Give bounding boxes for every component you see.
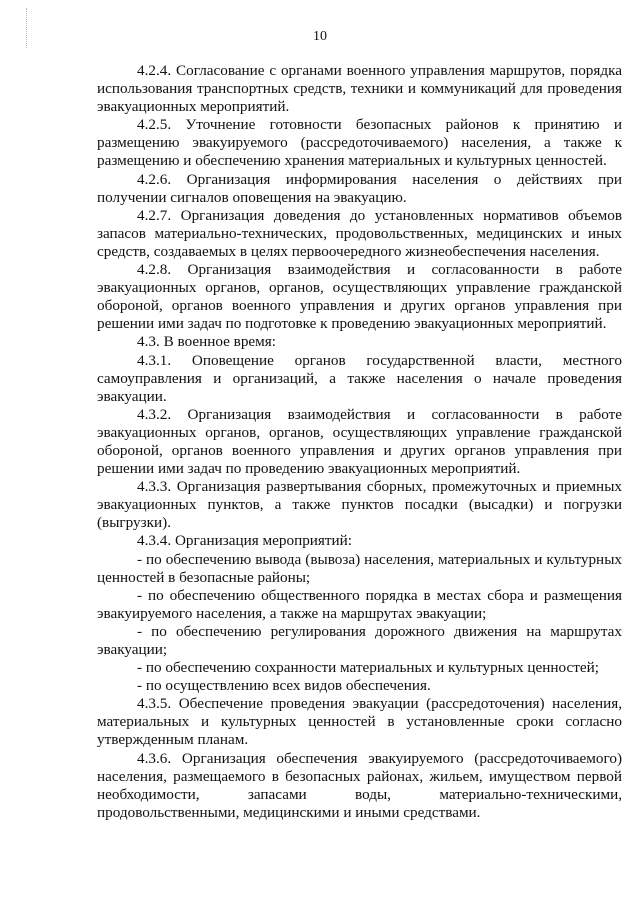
paragraph-4-3-5: 4.3.5. Обеспечение проведения эвакуации (рассредоточения) населения, материальных и культурных ценностей в установленные сроки согласно утвержденным планам. xyxy=(97,695,622,749)
list-item-traffic-regulation: - по обеспечению регулирования дорожного движения на маршрутах эвакуации; xyxy=(97,622,622,658)
paragraph-4-3-6: 4.3.6. Организация обеспечения эвакуируемого (рассредоточиваемого) населения, размещаемого в безопасных районах, жильем, имуществом первой необходимости, запасами воды, материально-техническими, продовольственными, медицинскими и иными средствами. xyxy=(97,749,622,821)
paragraph-4-3-2: 4.3.2. Организация взаимодействия и согласованности в работе эвакуационных органов, органов, осуществляющих управление гражданской обороной, органов военного управления и других органов управления при решении ими задач по проведению эвакуационных мероприятий. xyxy=(97,405,622,478)
list-item-property-safety: - по обеспечению сохранности материальных и культурных ценностей; xyxy=(137,659,599,677)
list-item-evacuation-transport: - по обеспечению вывода (вывоза) населения, материальных и культурных ценностей в безопасные районы; xyxy=(97,550,622,586)
paragraph-4-3-3: 4.3.3. Организация развертывания сборных, промежуточных и приемных эвакуационных пунктов, а также пунктов посадки (высадки) и погрузки (выгрузки). xyxy=(97,478,622,532)
list-item-public-order: - по обеспечению общественного порядка в местах сбора и размещения эвакуируемого населения, а также на маршрутах эвакуации; xyxy=(97,586,622,622)
document-body xyxy=(97,62,622,822)
page-number: 10 xyxy=(313,29,327,44)
paragraph-4-2-7: 4.2.7. Организация доведения до установленных нормативов объемов запасов материально-технических, продовольственных, медицинских и иных средств, создаваемых в целях первоочередного жизнеобеспечения населения. xyxy=(97,206,622,260)
paragraph-4-3-1: 4.3.1. Оповещение органов государственной власти, местного самоуправления и организаций, а также населения о начале проведения эвакуации. xyxy=(97,351,622,405)
paragraph-4-2-4: 4.2.4. Согласование с органами военного управления маршрутов, порядка использования транспортных средств, техники и коммуникаций для проведения эвакуационных мероприятий. xyxy=(97,62,622,116)
paragraph-4-3-4: 4.3.4. Организация мероприятий: xyxy=(137,532,353,550)
paragraph-4-2-6: 4.2.6. Организация информирования населения о действиях при получении сигналов оповещения на эвакуацию. xyxy=(97,170,622,206)
paragraph-4-3: 4.3. В военное время: xyxy=(137,333,276,351)
paragraph-4-2-5: 4.2.5. Уточнение готовности безопасных районов к принятию и размещению эвакуируемого (рассредоточиваемого) населения, а также к размещению и обеспечению хранения материальных и культурных ценностей. xyxy=(97,116,622,170)
list-item-all-support: - по осуществлению всех видов обеспечения. xyxy=(137,677,431,695)
paragraph-4-2-8: 4.2.8. Организация взаимодействия и согласованности в работе эвакуационных органов, органов, осуществляющих управление гражданской обороной, органов военного управления и других органов управления при решении ими задач по подготовке к проведению эвакуационных мероприятий. xyxy=(97,261,622,333)
